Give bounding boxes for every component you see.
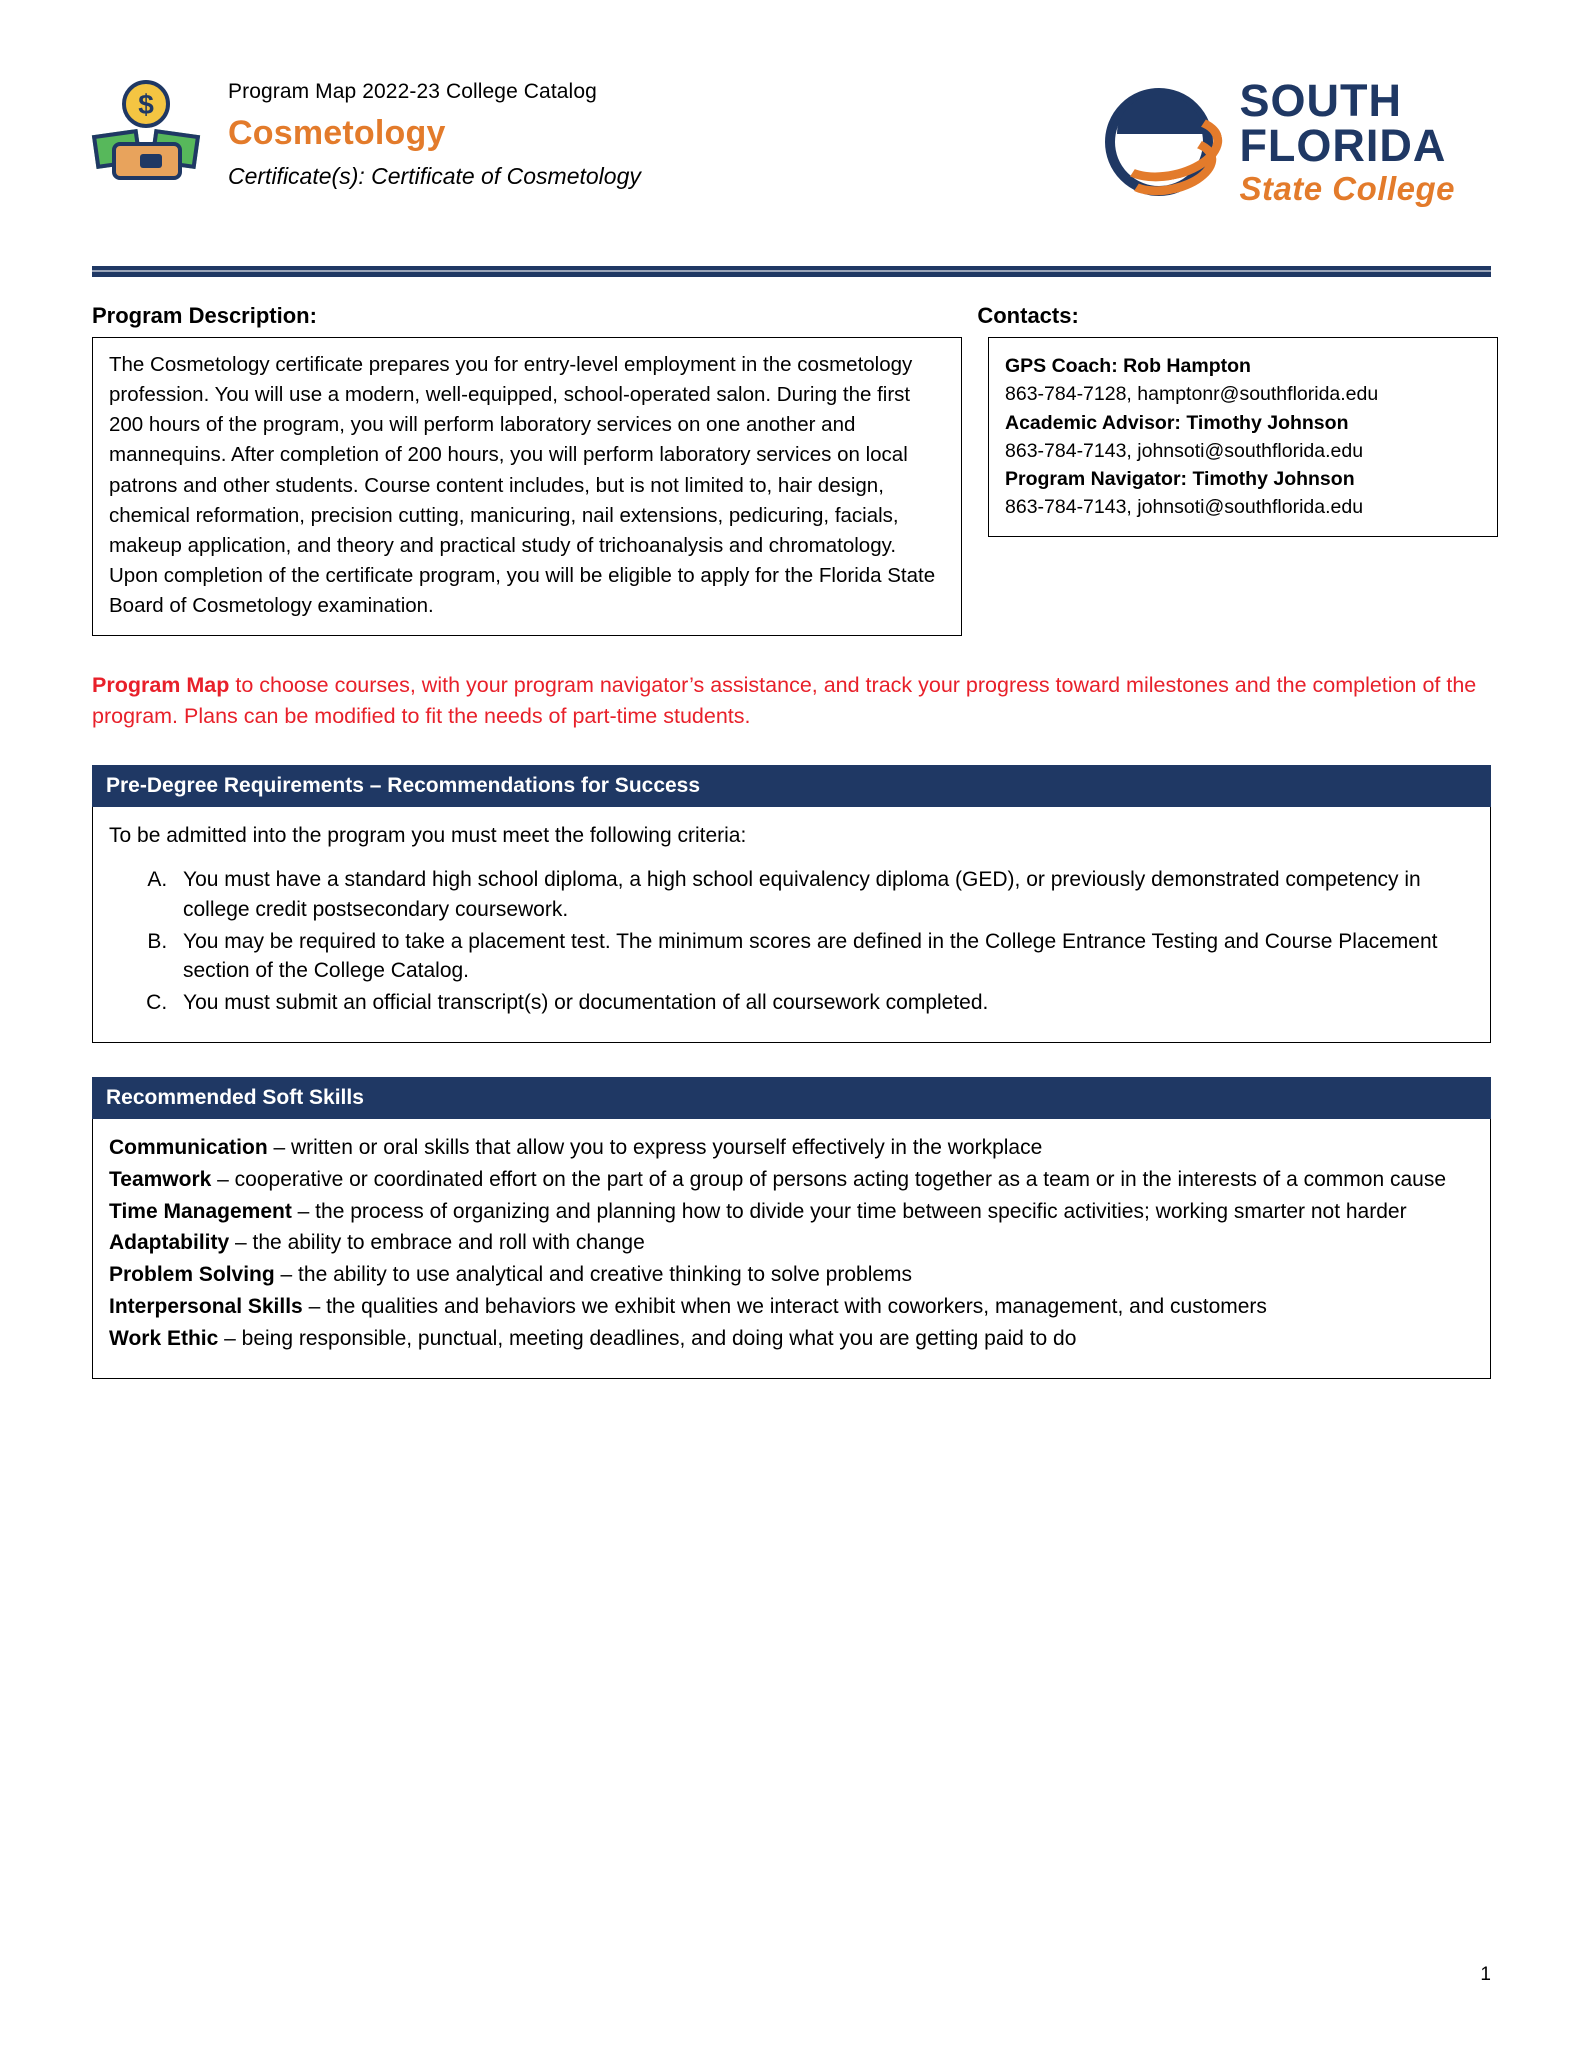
pre-degree-intro: To be admitted into the program you must meet the following criteria:	[109, 824, 747, 848]
document-header	[92, 60, 1491, 260]
skill-name: Adaptability	[109, 1231, 230, 1255]
globe-icon	[1099, 82, 1229, 202]
contact-detail: 863-784-7143, johnsoti@southflorida.edu	[1005, 439, 1364, 462]
list-item	[109, 1324, 1474, 1354]
handshake-shape	[112, 142, 182, 180]
college-logo	[1099, 75, 1455, 207]
pre-degree-list	[151, 865, 1474, 1018]
skill-description: – the process of organizing and planning how to divide your time between specific activities; working smarter not harder	[291, 1199, 1407, 1223]
catalog-line: Program Map 2022-23 College Catalog	[228, 80, 597, 103]
college-word-florida: FLORIDA	[1239, 120, 1447, 171]
list-item	[109, 1228, 1474, 1258]
section-labels-row	[92, 303, 1491, 337]
skill-description: – the qualities and behaviors we exhibit when we interact with coworkers, management, and customers	[302, 1295, 1267, 1319]
skill-name: Time Management	[109, 1199, 292, 1223]
skill-description: – cooperative or coordinated effort on the part of a group of persons acting together as a team or in the interests of a common cause	[211, 1167, 1447, 1191]
money-handshake-icon	[92, 80, 200, 188]
list-item	[109, 1133, 1474, 1163]
list-item	[109, 1197, 1474, 1227]
college-word-south: SOUTH	[1239, 75, 1402, 126]
program-map-note-rest: to choose courses, with your program navigator’s assistance, and track your progress toward milestones and the completion of the program. Plans can be modified to fit the needs of part-time students.	[92, 673, 1477, 728]
program-description-label: Program Description:	[92, 303, 317, 328]
college-word-state-college: State College	[1239, 170, 1455, 207]
list-item	[109, 1165, 1474, 1195]
list-item	[109, 1260, 1474, 1290]
list-item: B. You may be required to take a placement test. The minimum scores are defined in the College Entrance Testing and Course Placement section of the College Catalog.	[173, 927, 1474, 987]
header-title-block	[228, 80, 1099, 190]
soft-skills-panel-header: Recommended Soft Skills	[92, 1077, 1491, 1119]
list-item	[109, 1292, 1474, 1322]
contact-role: GPS Coach: Rob Hampton	[1005, 355, 1251, 377]
program-description-box: The Cosmetology certificate prepares you for entry-level employment in the cosmetology profession. You will use a modern, well-equipped, school-operated salon. During the first 200 hours of the program, you will perform laboratory services on one another and mannequins. After completion of 200 hours, you will perform laboratory services on local patrons and other students. Course content includes, but is not limited to, hair design, chemical reformation, precision cutting, manicuring, nail extensions, pedicuring, facials, makeup application, and theory and practical study of trichoanalysis and chromatology. Upon completion of the certificate program, you will be eligible to apply for the Florida State Board of Cosmetology examination.	[92, 337, 962, 636]
list-item: A. You must have a standard high school diploma, a high school equivalency diploma (GED), or previously demonstrated competency in college credit postsecondary coursework.	[173, 865, 1474, 925]
coin-icon: $	[122, 80, 170, 128]
contact-detail: 863-784-7143, johnsoti@southflorida.edu	[1005, 496, 1364, 519]
program-map-note	[92, 670, 1491, 731]
skill-description: – being responsible, punctual, meeting deadlines, and doing what you are getting paid to do	[218, 1326, 1077, 1350]
certificate-line: Certificate(s): Certificate of Cosmetology	[228, 163, 641, 189]
page-number: 1	[1480, 1964, 1491, 1985]
contact-role: Program Navigator: Timothy Johnson	[1005, 468, 1355, 491]
page-title: Cosmetology	[228, 114, 446, 152]
skill-name: Communication	[109, 1136, 268, 1160]
pre-degree-panel-header: Pre-Degree Requirements – Recommendations for Success	[92, 765, 1491, 807]
header-divider	[92, 266, 1491, 277]
contact-entry	[1005, 465, 1481, 522]
college-wordmark	[1239, 75, 1455, 207]
skill-description: – the ability to use analytical and creative thinking to solve problems	[274, 1263, 913, 1287]
contacts-box	[988, 337, 1498, 537]
soft-skills-panel	[92, 1077, 1491, 1379]
skill-name: Work Ethic	[109, 1326, 219, 1350]
contact-detail: 863-784-7128, hamptonr@southflorida.edu	[1005, 383, 1379, 406]
skill-description: – written or oral skills that allow you to express yourself effectively in the workplace	[267, 1136, 1043, 1160]
skill-name: Teamwork	[109, 1167, 212, 1191]
contacts-label: Contacts:	[977, 303, 1079, 328]
skill-name: Interpersonal Skills	[109, 1295, 303, 1319]
skill-name: Problem Solving	[109, 1263, 275, 1287]
contact-role: Academic Advisor: Timothy Johnson	[1005, 411, 1349, 434]
contact-entry	[1005, 352, 1481, 409]
contact-entry	[1005, 409, 1481, 466]
program-map-note-lead: Program Map	[92, 673, 230, 698]
skill-description: – the ability to embrace and roll with change	[229, 1231, 645, 1255]
pre-degree-panel	[92, 765, 1491, 1043]
soft-skills-panel-body	[92, 1119, 1491, 1379]
list-item: C. You must submit an official transcript(s) or documentation of all coursework completed.	[173, 988, 1474, 1018]
description-contacts-row	[92, 337, 1491, 636]
pre-degree-panel-body	[92, 807, 1491, 1043]
